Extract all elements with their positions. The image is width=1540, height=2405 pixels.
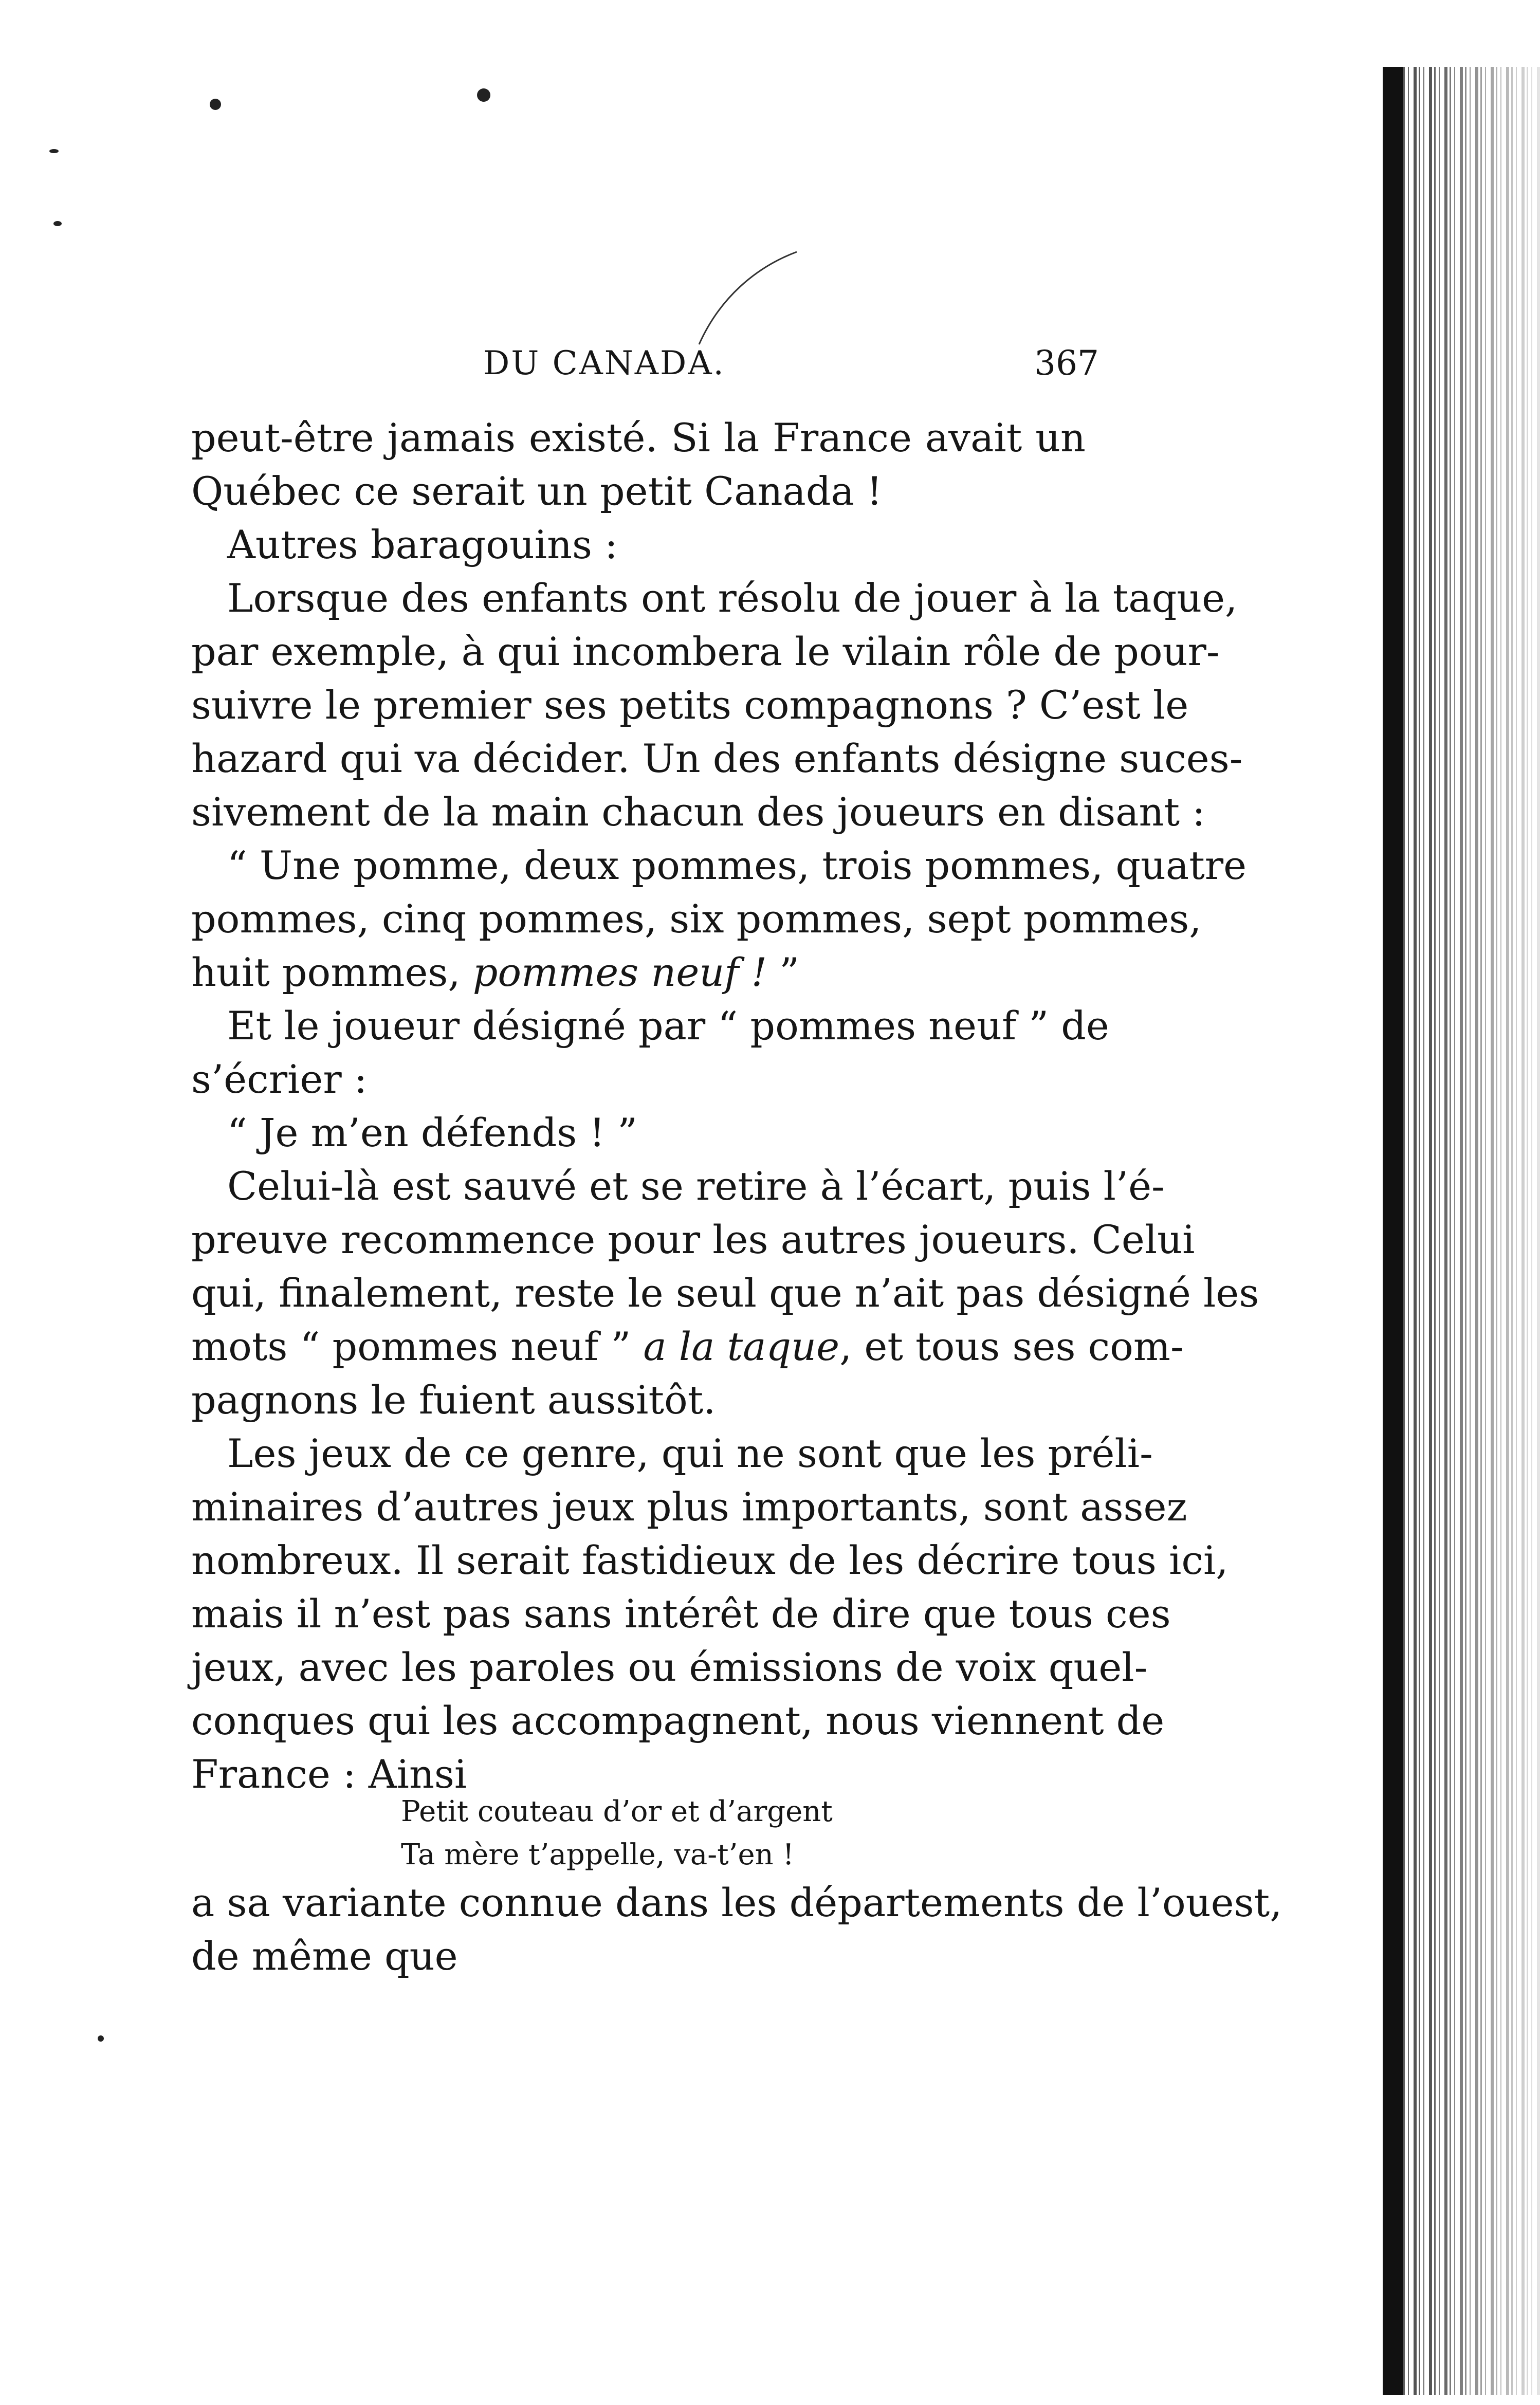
binding-shadow: [1383, 67, 1403, 2395]
text-line: Québec ce serait un petit Canada !: [191, 468, 883, 514]
text-line: “ Une pomme, deux pommes, trois pommes, quatre: [227, 842, 1247, 888]
pen-stroke-mark: [679, 247, 802, 350]
text-run: mots “ pommes neuf ”: [191, 1324, 644, 1369]
text-run: ”: [779, 949, 800, 995]
italic-run: a la taque: [643, 1324, 840, 1369]
text-line: peut-être jamais existé. Si la France avait un: [191, 415, 1086, 461]
text-line: qui, finalement, reste le seul que n’ait pas désigné les: [191, 1270, 1259, 1316]
text-line: nombreux. Il serait fastidieux de les décrire tous ici,: [191, 1537, 1229, 1583]
text-line: pagnons le fuient aussitôt.: [191, 1377, 716, 1423]
text-line: conques qui les accompagnent, nous viennent de: [191, 1698, 1165, 1743]
scan-speck: [53, 221, 62, 226]
verse-line: Ta mère t’appelle, va-t’en !: [401, 1838, 794, 1871]
text-line: [191, 946, 1086, 999]
text-line: s’écrier :: [191, 1056, 368, 1102]
italic-run: pommes neuf !: [472, 949, 780, 995]
scan-speck: [98, 2035, 104, 2042]
text-line: suivre le premier ses petits compagnons ? C’est le: [191, 682, 1189, 728]
text-line: minaires d’autres jeux plus importants, sont assez: [191, 1484, 1187, 1530]
text-line: sivement de la main chacun des joueurs en disant :: [191, 789, 1205, 835]
text-line: Autres baragouins :: [227, 522, 618, 567]
text-line: Celui-là est sauvé et se retire à l’écart, puis l’é-: [227, 1163, 1165, 1209]
scan-speck: [49, 149, 59, 153]
verse-line: Petit couteau d’or et d’argent: [401, 1795, 833, 1828]
text-line: de même que: [191, 1933, 458, 1979]
text-run: , et tous ses com-: [839, 1324, 1184, 1369]
text-line: [191, 1320, 1184, 1373]
text-line: par exemple, à qui incombera le vilain rôle de pour-: [191, 629, 1220, 674]
scan-speck: [210, 99, 221, 110]
text-line: Et le joueur désigné par “ pommes neuf ” de: [227, 1003, 1109, 1049]
scan-speck: [477, 88, 490, 102]
text-line: Les jeux de ce genre, qui ne sont que les préli-: [227, 1430, 1153, 1476]
text-line: jeux, avec les paroles ou émissions de voix quel-: [191, 1644, 1148, 1690]
running-title: DU CANADA.: [483, 344, 725, 382]
text-line: Lorsque des enfants ont résolu de jouer à la taque,: [227, 575, 1238, 621]
text-line: “ Je m’en défends ! ”: [227, 1110, 637, 1155]
text-line: mais il n’est pas sans intérêt de dire que tous ces: [191, 1591, 1171, 1637]
text-line: France : Ainsi: [191, 1751, 467, 1797]
text-run: huit pommes,: [191, 949, 473, 995]
text-line: a sa variante connue dans les départements de l’ouest,: [191, 1880, 1282, 1925]
text-line: pommes, cinq pommes, six pommes, sept pommes,: [191, 896, 1202, 942]
page-number: 367: [1034, 343, 1099, 383]
text-line: preuve recommence pour les autres joueurs. Celui: [191, 1217, 1195, 1262]
text-line: hazard qui va décider. Un des enfants désigne suces-: [191, 736, 1243, 781]
binding-fade: [1429, 67, 1540, 2395]
